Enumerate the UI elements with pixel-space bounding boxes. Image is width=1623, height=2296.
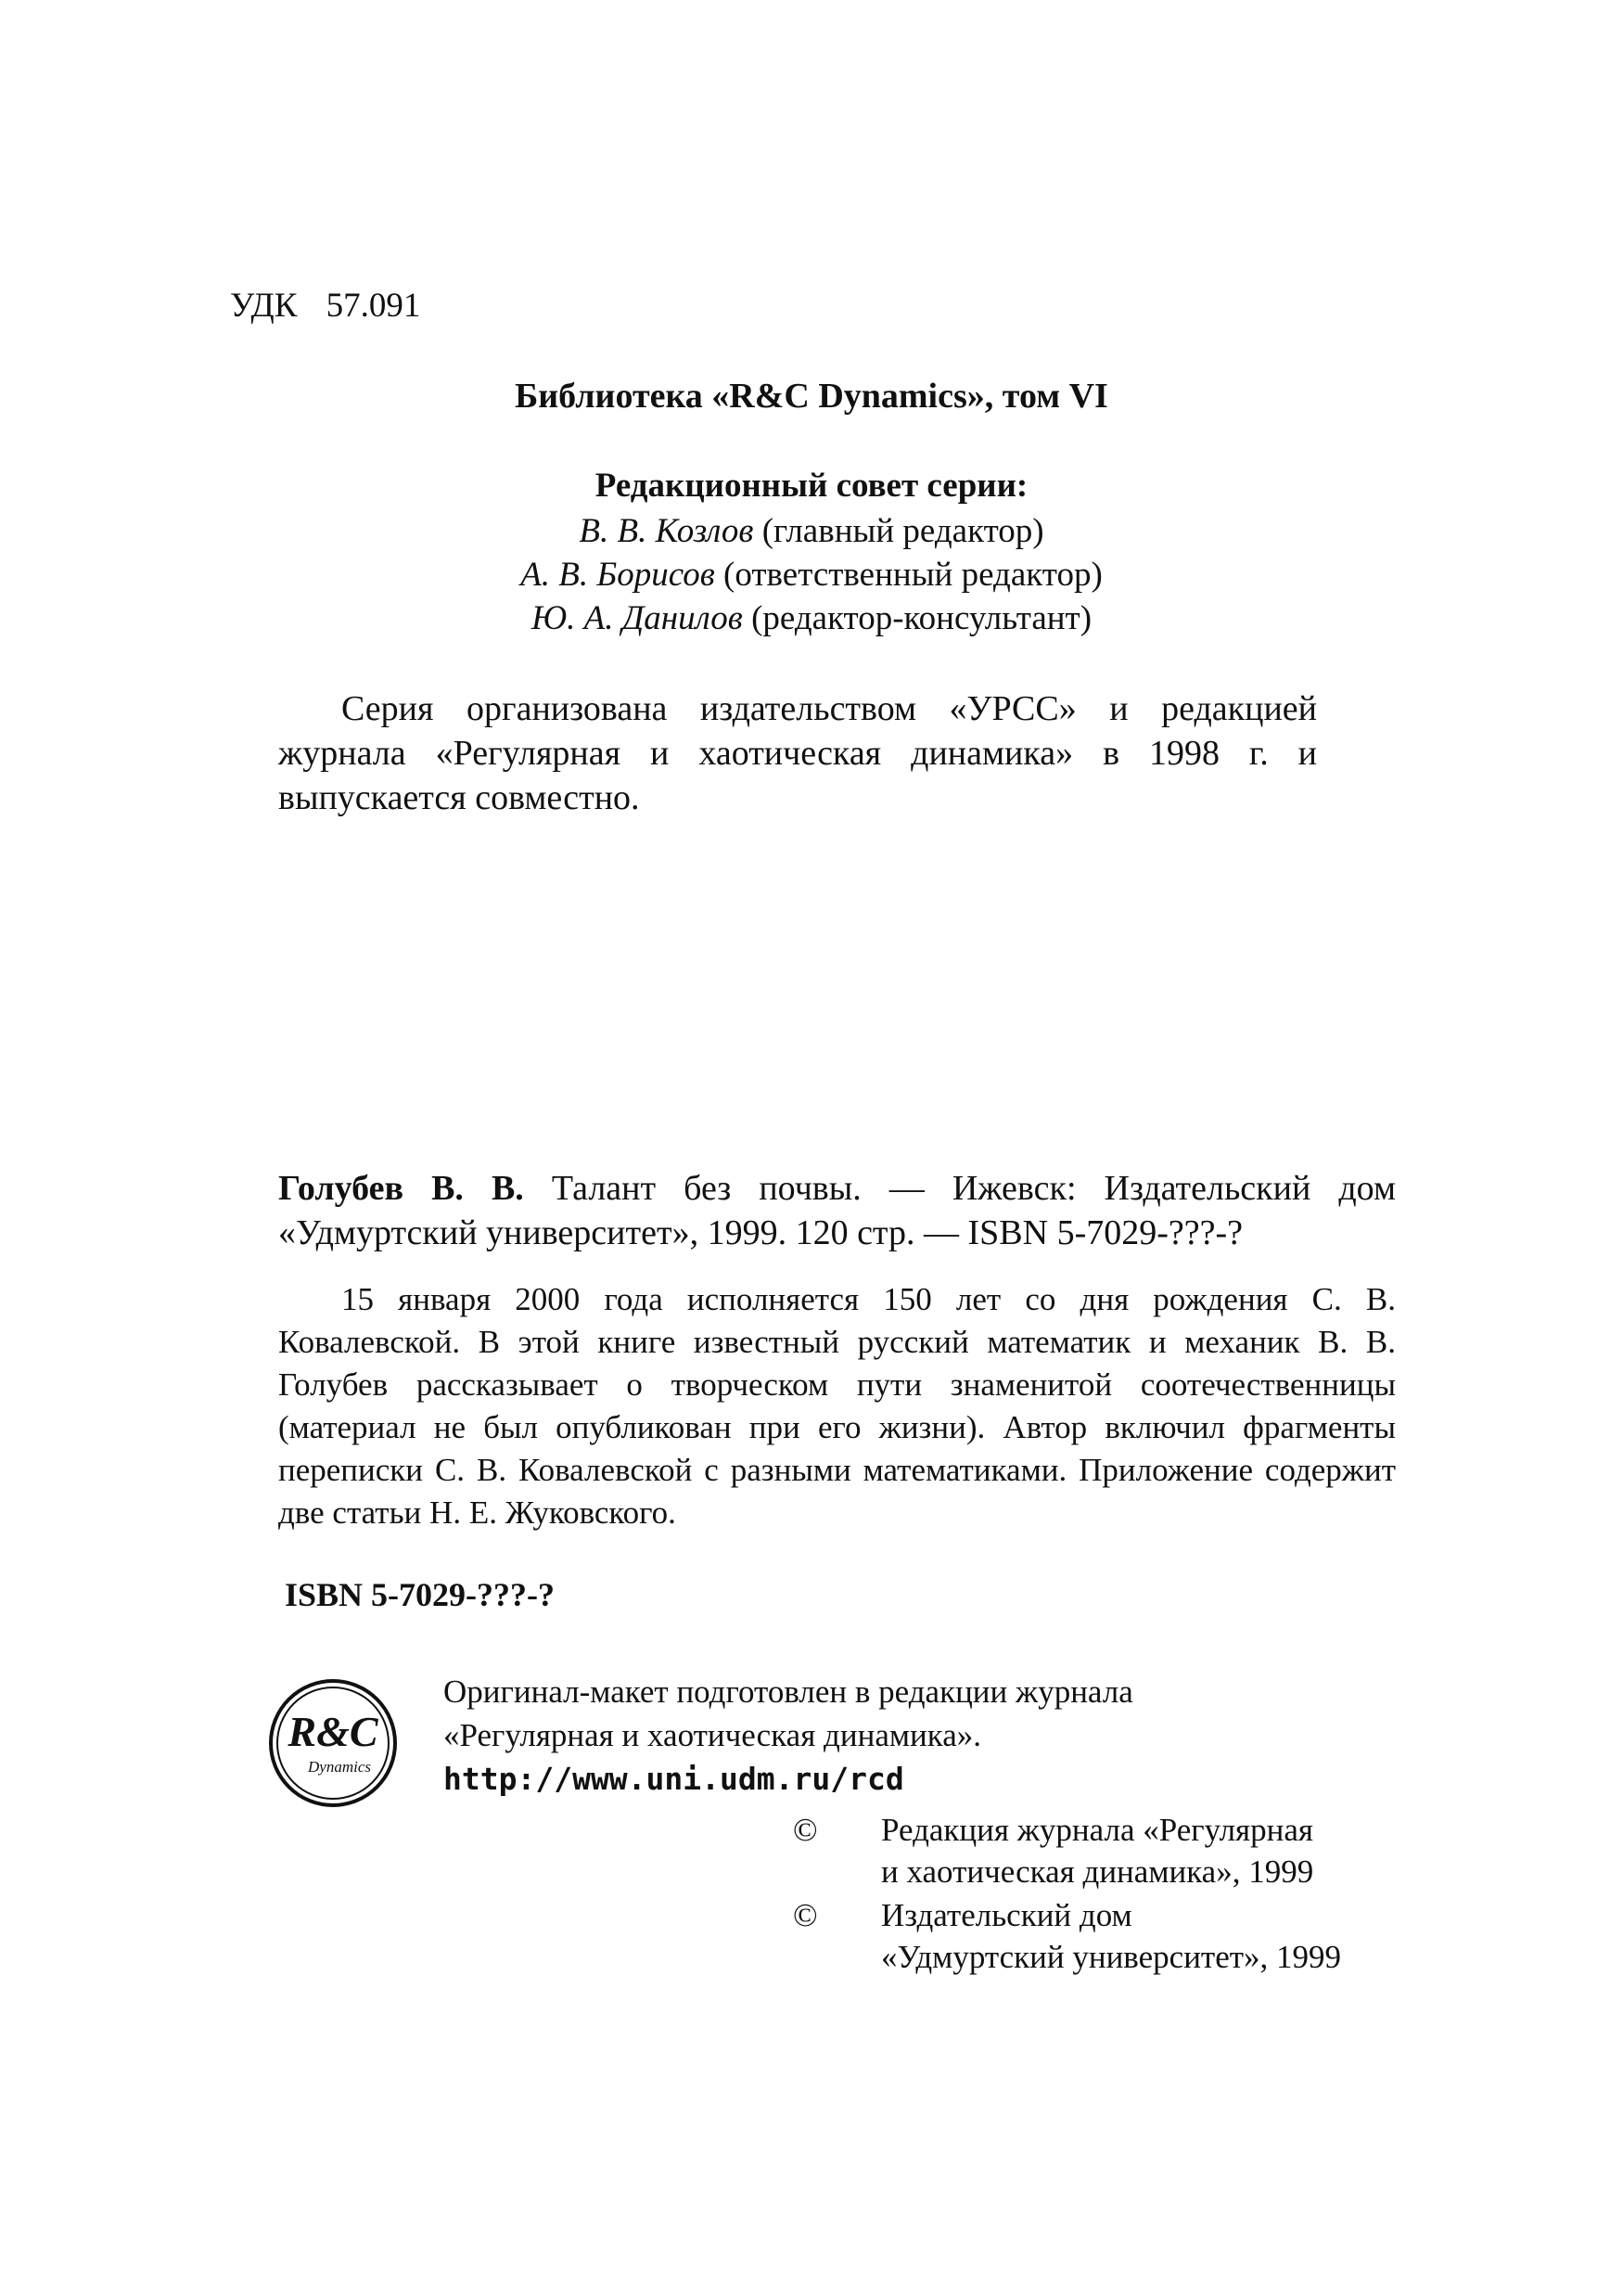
- rc-dynamics-logo: [267, 1677, 399, 1809]
- book-description: Талант без почвы. — Ижевск: Издательский дом «Удмуртский университет», 1999. 120 стр. — ISBN 5-7029-???-?: [278, 1169, 1397, 1252]
- isbn: ISBN 5-7029-???-?: [285, 1576, 556, 1613]
- journal-url: http://www.uni.udm.ru/rcd: [443, 1761, 904, 1797]
- udk-label: УДК: [230, 287, 298, 325]
- udk-code: 57.091: [326, 287, 421, 325]
- copyright-line: «Удмуртский университет», 1999: [881, 1939, 1342, 1975]
- udk-line: [230, 286, 420, 326]
- editorial-board: [0, 464, 1623, 640]
- logo-main-text: R&C: [288, 1708, 378, 1755]
- board-member-name: Ю. А. Данилов: [530, 599, 743, 637]
- logo-sub-text: Dynamics: [308, 1758, 371, 1776]
- board-member-name: В. В. Козлов: [579, 512, 754, 550]
- board-member: [0, 596, 1623, 640]
- book-abstract: 15 января 2000 года исполняется 150 лет со дня рождения С. В. Ковалевской. В этой книге известный русский математик и механик В. В. Голубев рассказывает о творческом пути знаменитой соотечественницы (материал не был опубликован при его жизни). Автор включил фрагменты переписки С. В. Ковалевской с разными математиками. Приложение содержит две статьи Н. Е. Жуковского.: [278, 1281, 1396, 1531]
- board-member: [0, 509, 1623, 553]
- board-member-name: А. В. Борисов: [520, 556, 715, 594]
- bibliographic-entry: [278, 1166, 1396, 1255]
- copyright-symbol: ©: [793, 1812, 818, 1848]
- board-member-role: (главный редактор): [761, 512, 1044, 550]
- book-author: Голубев В. В.: [278, 1169, 524, 1208]
- board-member: [0, 553, 1623, 596]
- board-member-role: (ответственный редактор): [723, 556, 1103, 594]
- copyright-line: Издательский дом: [881, 1897, 1132, 1933]
- copyright-line: Редакция журнала «Регулярная: [881, 1812, 1314, 1848]
- original-layout-line: Оригинал-макет подготовлен в редакции журнала: [443, 1674, 1133, 1710]
- copyright-text: [881, 1894, 1341, 1978]
- copyright-symbol: ©: [793, 1897, 818, 1933]
- original-layout-note: [443, 1670, 1133, 1801]
- editorial-board-heading: Редакционный совет серии:: [594, 467, 1029, 505]
- copyright-line: и хаотическая динамика», 1999: [881, 1853, 1314, 1890]
- copyright-text: [881, 1809, 1313, 1892]
- original-layout-line: «Регулярная и хаотическая динамика».: [443, 1717, 981, 1753]
- series-title: Библиотека «R&C Dynamics», том VI: [515, 377, 1108, 416]
- board-member-role: (редактор-консультант): [751, 599, 1093, 637]
- series-note: Серия организована издательством «УРСС» и редакцией журнала «Регулярная и хаотическая динамика» в 1998 г. и выпускается совместно.: [278, 689, 1317, 817]
